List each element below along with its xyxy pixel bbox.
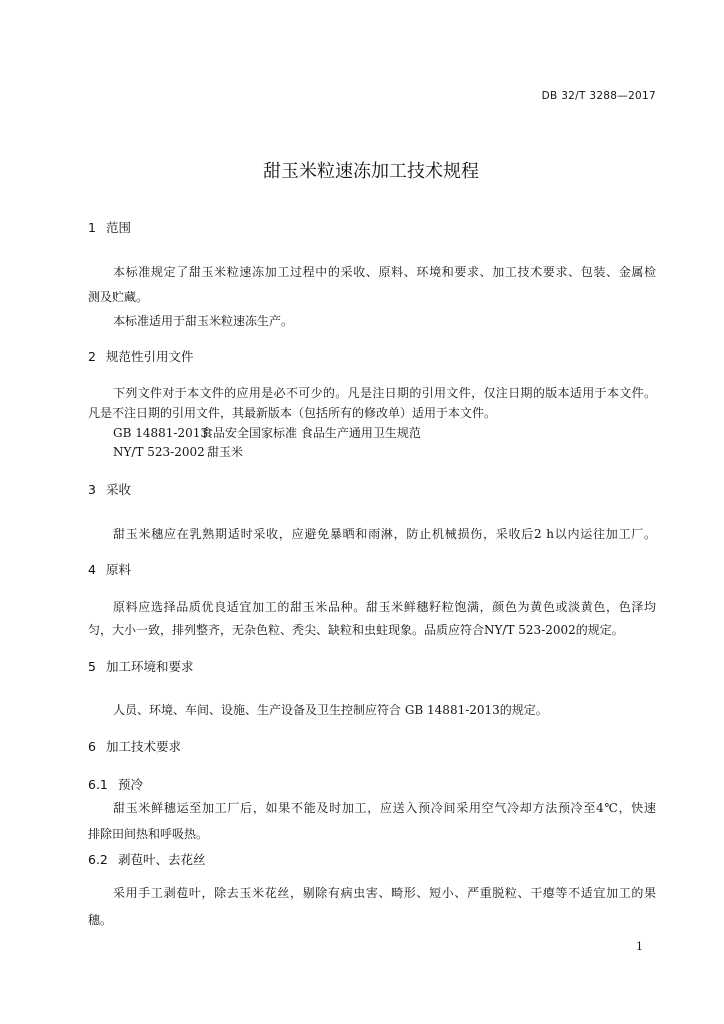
document-title: 甜玉米粒速冻加工技术规程 [263,161,479,182]
section-2-heading: 规范性引用文件 [106,349,194,364]
subsection-6-2-heading: 剥苞叶、去花丝 [118,852,206,867]
section-6-heading: 加工技术要求 [106,739,182,754]
section-4-number: 4 [88,562,96,577]
section-4-heading: 原料 [106,562,132,577]
section-2-paragraph-line: 凡是不注日期的引用文件，其最新版本（包括所有的修改单）适用于本文件。 [88,406,497,420]
subsection-6-1-paragraph-line: 排除田间热和呼吸热。 [88,827,209,841]
subsection-6-1-paragraph-line: 甜玉米鲜穗运至加工厂后，如果不能及时加工，应送入预冷间采用空气冷却方法预冷至4℃，快速 [113,801,656,815]
section-1-paragraph-line: 测及贮藏。 [88,290,149,304]
reference-title: 甜玉米 [207,445,244,459]
subsection-6-2-paragraph-line: 穗。 [88,913,113,927]
section-3-number: 3 [88,482,96,497]
subsection-6-2-number: 6.2 [88,852,108,867]
section-5-paragraph-line: 人员、环境、车间、设施、生产设备及卫生控制应符合 GB 14881-2013的规定。 [113,703,548,717]
section-2-paragraph-line: 下列文件对于本文件的应用是必不可少的。凡是注日期的引用文件，仅注日期的版本适用于本文件。 [113,386,656,400]
section-5-heading: 加工环境和要求 [106,659,194,674]
reference-code: GB 14881-2013 [113,426,208,440]
section-6-number: 6 [88,739,96,754]
standard-number-header: DB 32/T 3288—2017 [541,90,656,102]
section-3-heading: 采收 [106,482,132,497]
page-number: 1 [636,940,643,953]
section-1-heading: 范围 [106,220,132,235]
reference-code: NY/T 523-2002 [113,445,205,459]
section-4-paragraph-line: 原料应选择品质优良适宜加工的甜玉米品种。甜玉米鲜穗籽粒饱满，颜色为黄色或淡黄色，色泽均 [113,600,656,614]
subsection-6-1-number: 6.1 [88,777,108,792]
subsection-6-1-heading: 预冷 [118,777,144,792]
section-2-number: 2 [88,349,96,364]
reference-title: 食品安全国家标准 食品生产通用卫生规范 [201,426,421,440]
section-3-paragraph-line: 甜玉米穗应在乳熟期适时采收，应避免暴晒和雨淋，防止机械损伤，采收后2 h以内运往加工厂。 [113,527,656,541]
section-4-paragraph-line: 匀，大小一致，排列整齐，无杂色粒、秃尖、缺粒和虫蛀现象。品质应符合NY/T 523-2002的规定。 [88,623,624,637]
section-1-number: 1 [88,220,96,235]
section-1-paragraph-line: 本标准适用于甜玉米粒速冻生产。 [113,314,294,328]
subsection-6-2-paragraph-line: 采用手工剥苞叶，除去玉米花丝，剔除有病虫害、畸形、短小、严重脱粒、干瘪等不适宜加工的果 [113,886,656,900]
section-5-number: 5 [88,659,96,674]
section-1-paragraph-line: 本标准规定了甜玉米粒速冻加工过程中的采收、原料、环境和要求、加工技术要求、包装、金属检 [113,265,656,279]
